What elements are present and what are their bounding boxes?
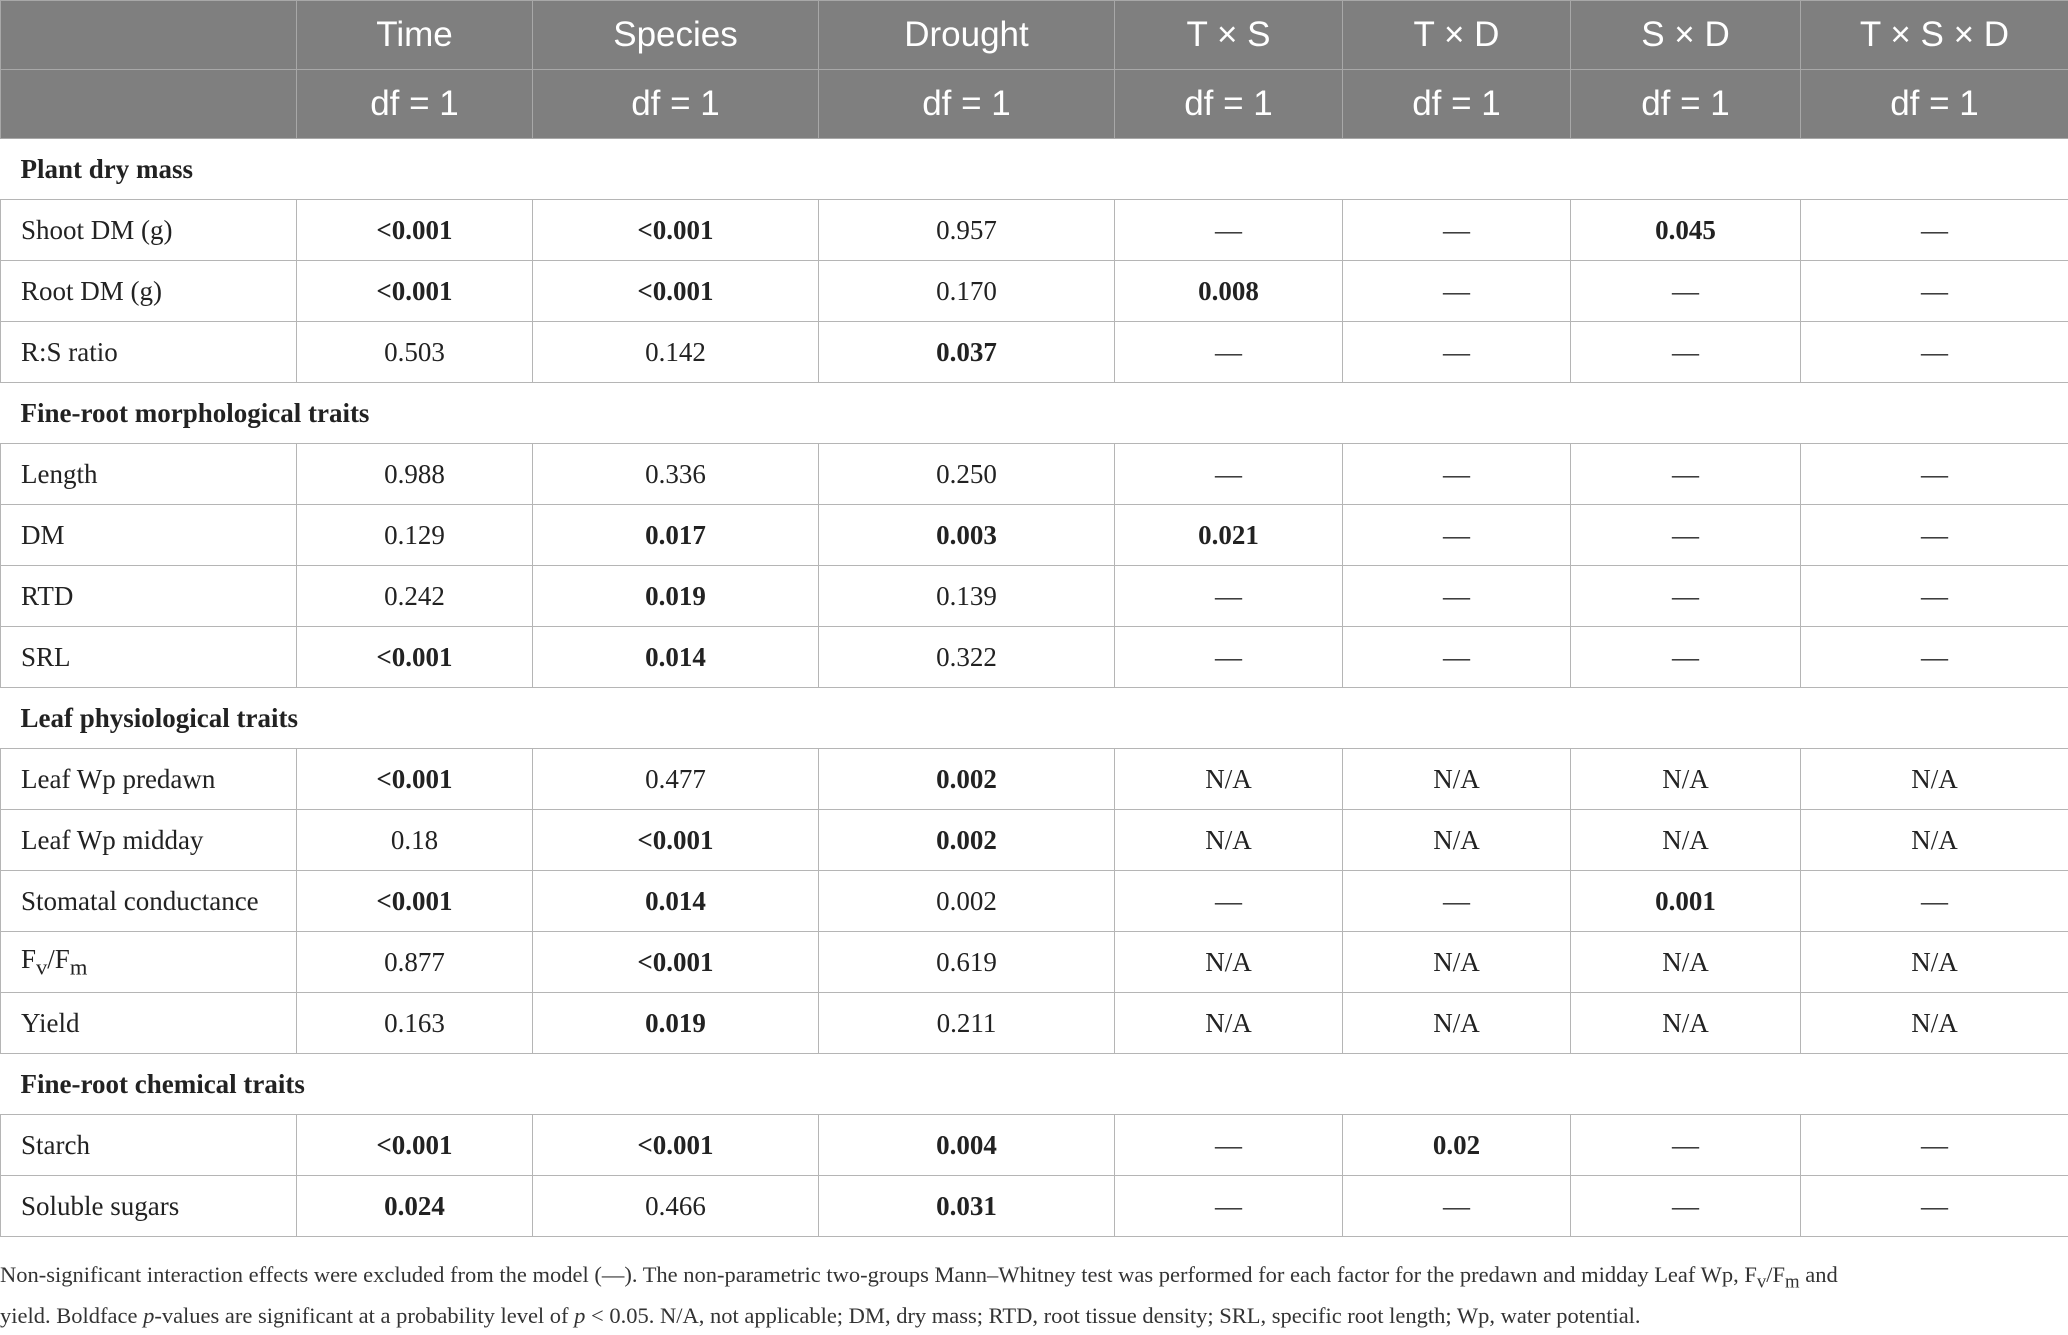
header-df-7: df = 1 [1801, 70, 2068, 139]
table-header [1, 1, 2068, 139]
header-effect-3: Drought [819, 1, 1115, 70]
section-row [1, 383, 2068, 444]
value-cell: — [1115, 871, 1343, 932]
value-cell: — [1571, 505, 1801, 566]
value-cell: 0.02 [1343, 1115, 1571, 1176]
value-cell: 0.002 [819, 810, 1115, 871]
row-label: Root DM (g) [1, 261, 297, 322]
value-cell: N/A [1801, 810, 2068, 871]
value-cell: <0.001 [297, 871, 533, 932]
value-cell: 0.18 [297, 810, 533, 871]
value-cell: N/A [1343, 932, 1571, 993]
header-df-0 [1, 70, 297, 139]
table-row [1, 444, 2068, 505]
value-cell: — [1801, 871, 2068, 932]
header-effect-6: S × D [1571, 1, 1801, 70]
value-cell: N/A [1571, 993, 1801, 1054]
table-row [1, 1176, 2068, 1237]
value-cell: <0.001 [533, 932, 819, 993]
value-cell: 0.002 [819, 871, 1115, 932]
value-cell: 0.024 [297, 1176, 533, 1237]
header-df-4: df = 1 [1115, 70, 1343, 139]
value-cell: 0.021 [1115, 505, 1343, 566]
footnote-line-2: yield. Boldface p-values are significant at a probability level of p < 0.05. N/A, not applicable; DM, dry mass; RTD, root tissue density; SRL, specific root length; Wp, water potential. [0, 1302, 1641, 1328]
value-cell: — [1115, 627, 1343, 688]
table-row [1, 932, 2068, 993]
value-cell: — [1801, 444, 2068, 505]
value-cell: <0.001 [297, 627, 533, 688]
value-cell: — [1571, 322, 1801, 383]
value-cell: N/A [1115, 932, 1343, 993]
value-cell: <0.001 [297, 749, 533, 810]
value-cell: — [1115, 200, 1343, 261]
value-cell: N/A [1571, 749, 1801, 810]
section-title: Fine-root morphological traits [1, 383, 2068, 444]
table-row [1, 993, 2068, 1054]
value-cell: 0.163 [297, 993, 533, 1054]
value-cell: N/A [1571, 932, 1801, 993]
value-cell: — [1801, 1115, 2068, 1176]
value-cell: — [1571, 1176, 1801, 1237]
value-cell: 0.322 [819, 627, 1115, 688]
row-label: DM [1, 505, 297, 566]
header-effect-5: T × D [1343, 1, 1571, 70]
row-label: Soluble sugars [1, 1176, 297, 1237]
section-title: Leaf physiological traits [1, 688, 2068, 749]
value-cell: — [1571, 444, 1801, 505]
header-df-6: df = 1 [1571, 70, 1801, 139]
section-title: Fine-root chemical traits [1, 1054, 2068, 1115]
value-cell: 0.619 [819, 932, 1115, 993]
value-cell: 0.014 [533, 627, 819, 688]
value-cell: <0.001 [297, 261, 533, 322]
value-cell: <0.001 [533, 810, 819, 871]
value-cell: — [1571, 1115, 1801, 1176]
value-cell: 0.336 [533, 444, 819, 505]
value-cell: — [1343, 444, 1571, 505]
value-cell: — [1115, 1115, 1343, 1176]
table-row [1, 200, 2068, 261]
value-cell: — [1801, 200, 2068, 261]
header-df-1: df = 1 [297, 70, 533, 139]
row-label: RTD [1, 566, 297, 627]
value-cell: — [1801, 261, 2068, 322]
table-row [1, 1115, 2068, 1176]
value-cell: <0.001 [533, 261, 819, 322]
value-cell: 0.045 [1571, 200, 1801, 261]
table-body [1, 139, 2068, 1237]
value-cell: — [1801, 627, 2068, 688]
section-row [1, 1054, 2068, 1115]
header-effect-2: Species [533, 1, 819, 70]
value-cell: N/A [1115, 810, 1343, 871]
value-cell: — [1801, 505, 2068, 566]
value-cell: 0.004 [819, 1115, 1115, 1176]
value-cell: N/A [1115, 749, 1343, 810]
value-cell: — [1343, 200, 1571, 261]
value-cell: — [1115, 444, 1343, 505]
table-row [1, 261, 2068, 322]
value-cell: 0.988 [297, 444, 533, 505]
header-effect-1: Time [297, 1, 533, 70]
header-df-3: df = 1 [819, 70, 1115, 139]
row-label: $F_v/F_m$ [1, 932, 297, 993]
row-label: Leaf Wp predawn [1, 749, 297, 810]
value-cell: N/A [1801, 993, 2068, 1054]
value-cell: N/A [1343, 749, 1571, 810]
row-label: Leaf Wp midday [1, 810, 297, 871]
value-cell: 0.957 [819, 200, 1115, 261]
value-cell: — [1343, 505, 1571, 566]
value-cell: 0.008 [1115, 261, 1343, 322]
row-label: Length [1, 444, 297, 505]
value-cell: 0.211 [819, 993, 1115, 1054]
row-label: SRL [1, 627, 297, 688]
header-effect-0 [1, 1, 297, 70]
value-cell: 0.031 [819, 1176, 1115, 1237]
value-cell: 0.142 [533, 322, 819, 383]
value-cell: — [1115, 566, 1343, 627]
value-cell: 0.002 [819, 749, 1115, 810]
value-cell: 0.466 [533, 1176, 819, 1237]
value-cell: 0.037 [819, 322, 1115, 383]
value-cell: 0.170 [819, 261, 1115, 322]
value-cell: — [1343, 322, 1571, 383]
header-effect-7: T × S × D [1801, 1, 2068, 70]
value-cell: N/A [1115, 993, 1343, 1054]
value-cell: 0.001 [1571, 871, 1801, 932]
value-cell: — [1571, 627, 1801, 688]
row-label: R:S ratio [1, 322, 297, 383]
table-row [1, 871, 2068, 932]
table-row [1, 505, 2068, 566]
value-cell: <0.001 [533, 200, 819, 261]
row-label: Yield [1, 993, 297, 1054]
value-cell: — [1115, 322, 1343, 383]
value-cell: N/A [1571, 810, 1801, 871]
footnote-line-1: Non-significant interaction effects were excluded from the model (—). The non-parametric two-groups Mann–Whitney test was performed for each factor for the predawn and midday Leaf Wp, $F_v/F_m$ and [0, 1262, 1838, 1293]
header-row-effects [1, 1, 2068, 70]
value-cell: 0.019 [533, 566, 819, 627]
value-cell: <0.001 [297, 200, 533, 261]
value-cell: — [1571, 261, 1801, 322]
value-cell: 0.014 [533, 871, 819, 932]
value-cell: — [1343, 261, 1571, 322]
value-cell: 0.250 [819, 444, 1115, 505]
header-df-2: df = 1 [533, 70, 819, 139]
header-df-5: df = 1 [1343, 70, 1571, 139]
value-cell: N/A [1343, 810, 1571, 871]
value-cell: — [1343, 1176, 1571, 1237]
table-row [1, 566, 2068, 627]
value-cell: <0.001 [297, 1115, 533, 1176]
value-cell: 0.017 [533, 505, 819, 566]
value-cell: — [1801, 566, 2068, 627]
value-cell: — [1343, 871, 1571, 932]
table-row [1, 322, 2068, 383]
value-cell: 0.139 [819, 566, 1115, 627]
table-footnote [0, 1258, 2060, 1332]
table-row [1, 627, 2068, 688]
value-cell: N/A [1801, 749, 2068, 810]
value-cell: 0.877 [297, 932, 533, 993]
section-title: Plant dry mass [1, 139, 2068, 200]
value-cell: 0.242 [297, 566, 533, 627]
table-row [1, 749, 2068, 810]
value-cell: — [1801, 322, 2068, 383]
row-label: Starch [1, 1115, 297, 1176]
value-cell: 0.477 [533, 749, 819, 810]
value-cell: <0.001 [533, 1115, 819, 1176]
section-row [1, 139, 2068, 200]
header-effect-4: T × S [1115, 1, 1343, 70]
value-cell: 0.503 [297, 322, 533, 383]
value-cell: — [1801, 1176, 2068, 1237]
value-cell: — [1343, 566, 1571, 627]
value-cell: — [1571, 566, 1801, 627]
value-cell: 0.019 [533, 993, 819, 1054]
row-label: Shoot DM (g) [1, 200, 297, 261]
value-cell: N/A [1343, 993, 1571, 1054]
table-row [1, 810, 2068, 871]
value-cell: — [1115, 1176, 1343, 1237]
value-cell: 0.129 [297, 505, 533, 566]
value-cell: — [1343, 627, 1571, 688]
header-row-df [1, 70, 2068, 139]
row-label: Stomatal conductance [1, 871, 297, 932]
value-cell: 0.003 [819, 505, 1115, 566]
value-cell: N/A [1801, 932, 2068, 993]
section-row [1, 688, 2068, 749]
